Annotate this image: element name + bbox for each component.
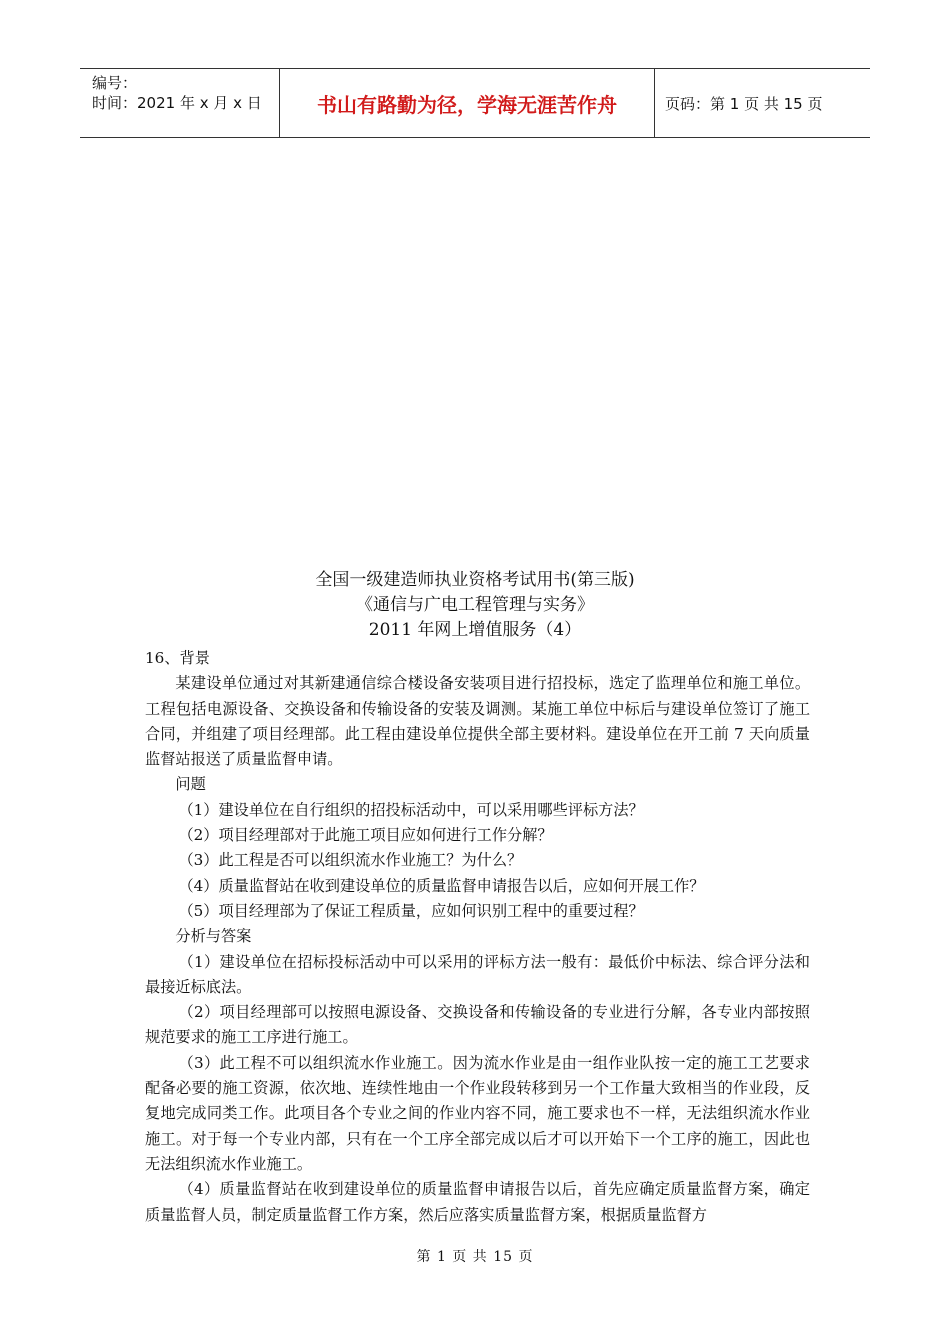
- questions-label: 问题: [175, 775, 206, 794]
- title-line-2: 《通信与广电工程管理与实务》: [356, 595, 594, 615]
- answer-item: （4）质量监督站在收到建设单位的质量监督申请报告以后，首先应确定质量监督方案，确定质量监督人员，制定质量监督工作方案，然后应落实质量监督方案，根据质量监督方: [145, 1180, 810, 1224]
- document-title: [0, 568, 950, 643]
- question-item: （5）项目经理部为了保证工程质量，应如何识别工程中的重要过程？: [178, 901, 644, 920]
- answer-item: （3）此工程不可以组织流水作业施工。因为流水作业是由一组作业队按一定的施工工艺要求配备必要的施工资源，依次地、连续性地由一个作业段转移到另一个工作量大致相当的作业段，反复地完成同类工作。此项目各个专业之间的作业内容不同，施工要求也不一样，无法组织流水作业施工。对于每一个专业内部，只有在一个工序全部完成以后才可以开始下一个工序的施工，因此也无法组织流水作业施工。: [145, 1053, 810, 1173]
- document-body: [145, 646, 810, 1228]
- time-label: 时间：2021 年 x 月 x 日: [92, 94, 262, 112]
- question-item: （2）项目经理部对于此施工项目应如何进行工作分解？: [178, 826, 553, 845]
- background-paragraph: 某建设单位通过对其新建通信综合楼设备安装项目进行招投标，选定了监理单位和施工单位。工程包括电源设备、交换设备和传输设备的安装及调测。某施工单位中标后与建设单位签订了施工合同，并组建了项目经理部。此工程由建设单位提供全部主要材料。建设单位在开工前 7 天向质量监督站报送了质量监督申请。: [145, 674, 810, 769]
- header-page-code: 页码：第 1 页 共 15 页: [665, 94, 823, 113]
- page-footer: 第 1 页 共 15 页: [416, 1249, 534, 1265]
- question-item: （3）此工程是否可以组织流水作业施工？为什么？: [178, 851, 523, 870]
- question-item: （1）建设单位在自行组织的招投标活动中，可以采用哪些评标方法？: [178, 800, 644, 819]
- answer-item: （1）建设单位在招标投标活动中可以采用的评标方法一般有：最低价中标法、综合评分法和最接近标底法。: [145, 952, 810, 996]
- header-meta: [80, 69, 280, 137]
- page-header: [80, 68, 870, 138]
- answer-item: （2）项目经理部可以按照电源设备、交换设备和传输设备的专业进行分解，各专业内部按照规范要求的施工工序进行施工。: [145, 1003, 810, 1047]
- question-item: （4）质量监督站在收到建设单位的质量监督申请报告以后，应如何开展工作？: [178, 876, 705, 895]
- title-line-1: 全国一级建造师执业资格考试用书(第三版): [315, 570, 635, 590]
- answers-label: 分析与答案: [175, 927, 252, 946]
- title-line-3: 2011 年网上增值服务（4）: [368, 620, 582, 640]
- section-heading: 16、背景: [145, 649, 210, 667]
- number-label: 编号：: [92, 74, 138, 92]
- header-motto: 书山有路勤为径，学海无涯苦作舟: [280, 69, 655, 137]
